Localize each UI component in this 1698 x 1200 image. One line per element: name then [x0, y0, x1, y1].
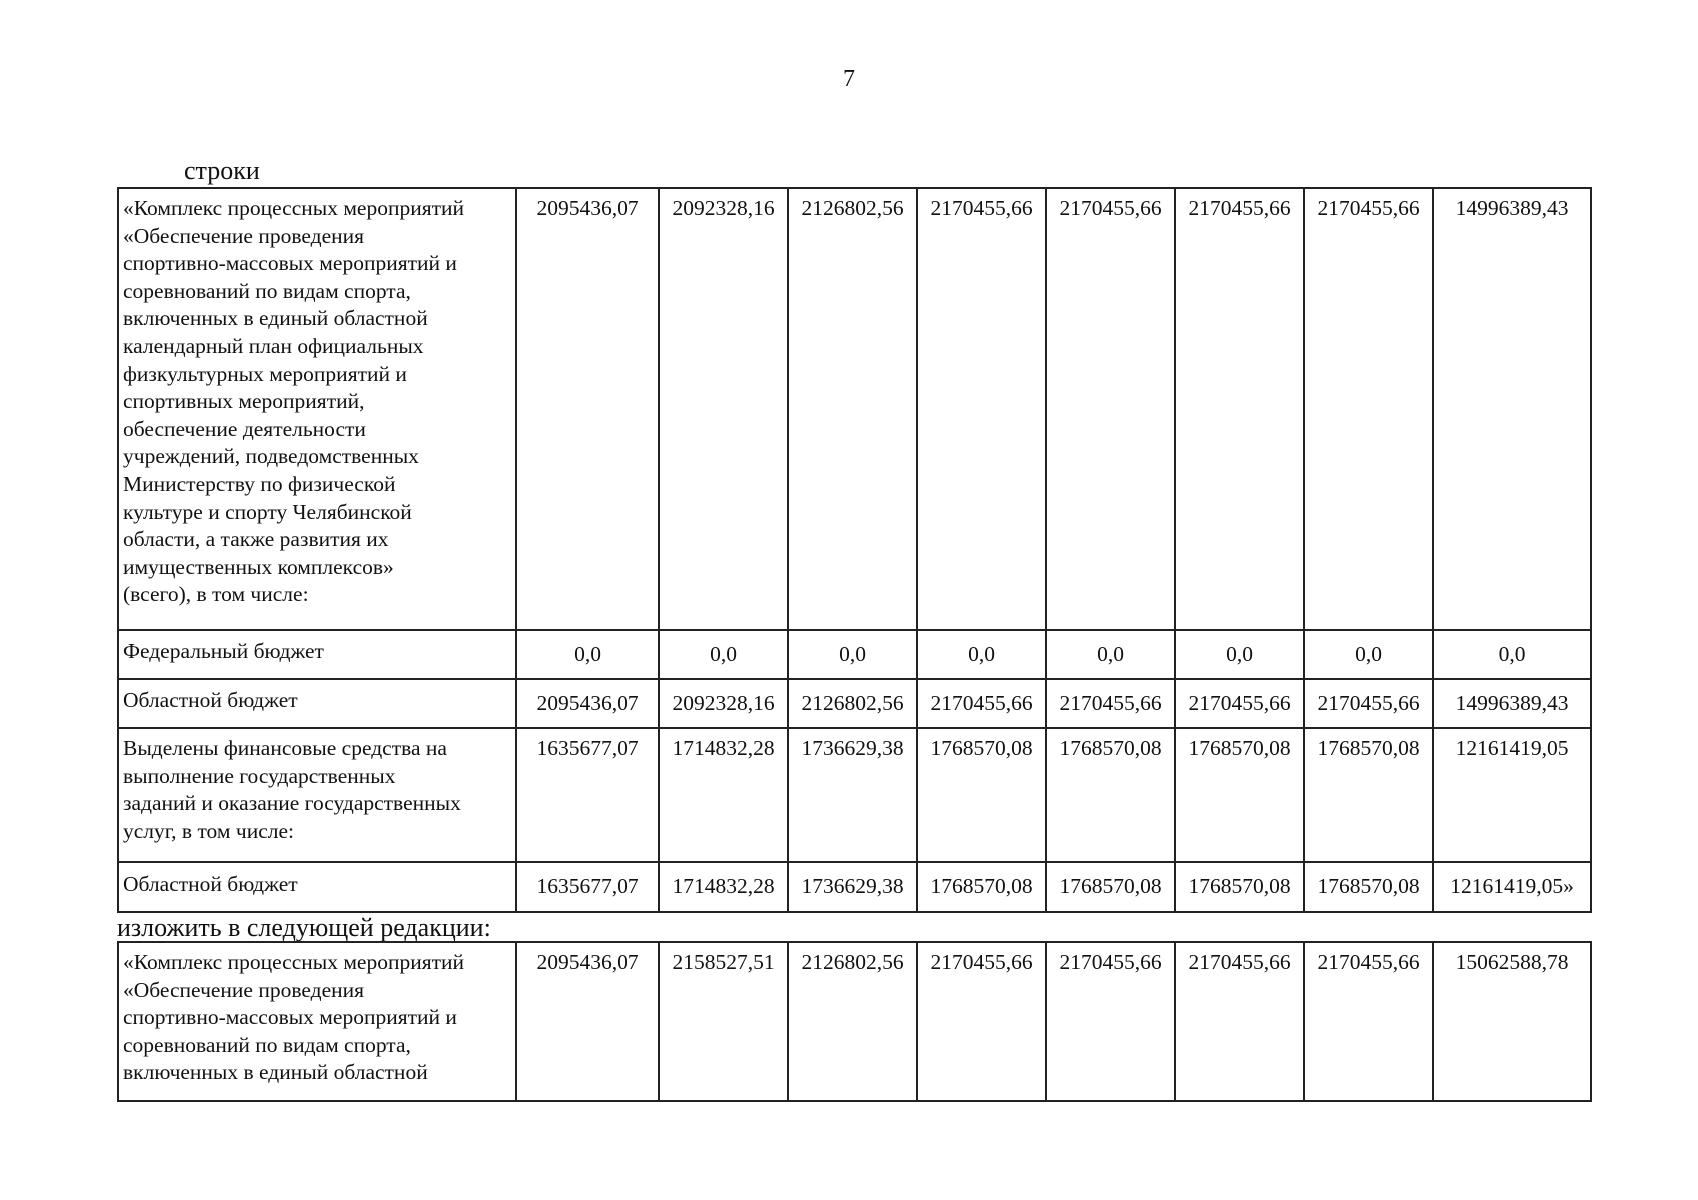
table-row-regional-budget [118, 679, 1591, 728]
value-cell: 2095436,07 [516, 942, 659, 1101]
label-line: заданий и оказание государственных [123, 791, 461, 816]
label-line: Министерству по физической [123, 471, 396, 496]
label-line: спортивных мероприятий, [123, 389, 365, 414]
value-cell: 1714832,28 [659, 728, 788, 862]
caption-replace: изложить в следующей редакции: [117, 913, 491, 942]
label-line: включенных в единый областной [123, 306, 428, 331]
value-cell: 0,0 [1175, 630, 1304, 679]
value-cell: 1768570,08 [1175, 862, 1304, 912]
label-line: области, а также развития их [123, 527, 389, 552]
label-line: физкультурных мероприятий и [123, 361, 407, 386]
value-total-cell: 12161419,05» [1433, 862, 1591, 912]
label-line: «Комплекс процессных мероприятий [123, 950, 465, 974]
value-cell: 2092328,16 [659, 188, 788, 630]
label-line: «Комплекс процессных мероприятий [123, 196, 465, 220]
row-label [118, 862, 516, 912]
value-cell: 1635677,07 [516, 728, 659, 862]
value-total-cell: 12161419,05 [1433, 728, 1591, 862]
row-label [118, 679, 516, 728]
row-label [118, 630, 516, 679]
label-line: культуре и спорту Челябинской [123, 499, 412, 524]
budget-table-current [117, 187, 1592, 913]
value-cell: 1736629,38 [788, 728, 917, 862]
value-total-cell: 14996389,43 [1433, 188, 1591, 630]
value-cell: 2170455,66 [1046, 188, 1175, 630]
value-cell: 2170455,66 [917, 942, 1046, 1101]
label-line: (всего), в том числе: [123, 582, 309, 607]
value-cell: 2170455,66 [1304, 942, 1433, 1101]
value-cell: 2170455,66 [1175, 188, 1304, 630]
label-line: соревнований по видам спорта, [123, 1032, 411, 1057]
value-cell: 1635677,07 [516, 862, 659, 912]
value-cell: 2170455,66 [1046, 679, 1175, 728]
value-cell: 1736629,38 [788, 862, 917, 912]
label-line: Выделены финансовые средства на [123, 736, 447, 760]
caption-rows: строки [184, 156, 260, 185]
table-row-complex-total [118, 188, 1591, 630]
value-cell: 2170455,66 [1304, 679, 1433, 728]
page-number: 7 [843, 66, 855, 92]
value-cell: 1768570,08 [1304, 862, 1433, 912]
table-row-complex-total-new [118, 942, 1591, 1101]
label-line: соревнований по видам спорта, [123, 278, 411, 303]
value-total-cell: 14996389,43 [1433, 679, 1591, 728]
label-line: «Обеспечение проведения [123, 977, 365, 1002]
label-line: имущественных комплексов» [123, 554, 394, 579]
value-cell: 2126802,56 [788, 679, 917, 728]
label-line: обеспечение деятельности [123, 416, 366, 441]
label-line: учреждений, подведомственных [123, 444, 419, 469]
label-line: включенных в единый областной [123, 1060, 428, 1085]
value-cell: 2126802,56 [788, 942, 917, 1101]
value-cell: 0,0 [1046, 630, 1175, 679]
value-cell: 2170455,66 [1175, 679, 1304, 728]
value-cell: 1768570,08 [1175, 728, 1304, 862]
value-cell: 0,0 [1304, 630, 1433, 679]
value-cell: 1714832,28 [659, 862, 788, 912]
value-cell: 1768570,08 [1046, 728, 1175, 862]
value-cell: 2170455,66 [917, 679, 1046, 728]
label-line: Федеральный бюджет [123, 639, 324, 664]
table-row-regional-budget-assignments [118, 862, 1591, 912]
row-label [118, 942, 516, 1101]
value-cell: 2170455,66 [1046, 942, 1175, 1101]
value-cell: 1768570,08 [917, 862, 1046, 912]
value-cell: 2126802,56 [788, 188, 917, 630]
label-line: «Обеспечение проведения [123, 223, 365, 248]
table-row-federal-budget [118, 630, 1591, 679]
budget-table-new [117, 941, 1592, 1102]
value-cell: 2095436,07 [516, 679, 659, 728]
value-cell: 2095436,07 [516, 188, 659, 630]
label-line: Областной бюджет [123, 871, 298, 896]
label-line: услуг, в том числе: [123, 818, 294, 843]
value-cell: 2158527,51 [659, 942, 788, 1101]
table-row-state-assignments [118, 728, 1591, 862]
value-total-cell: 0,0 [1433, 630, 1591, 679]
value-cell: 1768570,08 [917, 728, 1046, 862]
value-cell: 1768570,08 [1046, 862, 1175, 912]
row-label [118, 188, 516, 630]
value-cell: 0,0 [659, 630, 788, 679]
value-cell: 0,0 [788, 630, 917, 679]
label-line: Областной бюджет [123, 688, 298, 713]
label-line: спортивно-массовых мероприятий и [123, 1005, 457, 1030]
value-cell: 2170455,66 [917, 188, 1046, 630]
label-line: выполнение государственных [123, 763, 396, 788]
row-label [118, 728, 516, 862]
value-cell: 2170455,66 [1175, 942, 1304, 1101]
label-line: спортивно-массовых мероприятий и [123, 251, 457, 276]
value-cell: 2170455,66 [1304, 188, 1433, 630]
value-cell: 2092328,16 [659, 679, 788, 728]
label-line: календарный план официальных [123, 333, 424, 358]
value-cell: 0,0 [917, 630, 1046, 679]
value-total-cell: 15062588,78 [1433, 942, 1591, 1101]
value-cell: 1768570,08 [1304, 728, 1433, 862]
value-cell: 0,0 [516, 630, 659, 679]
